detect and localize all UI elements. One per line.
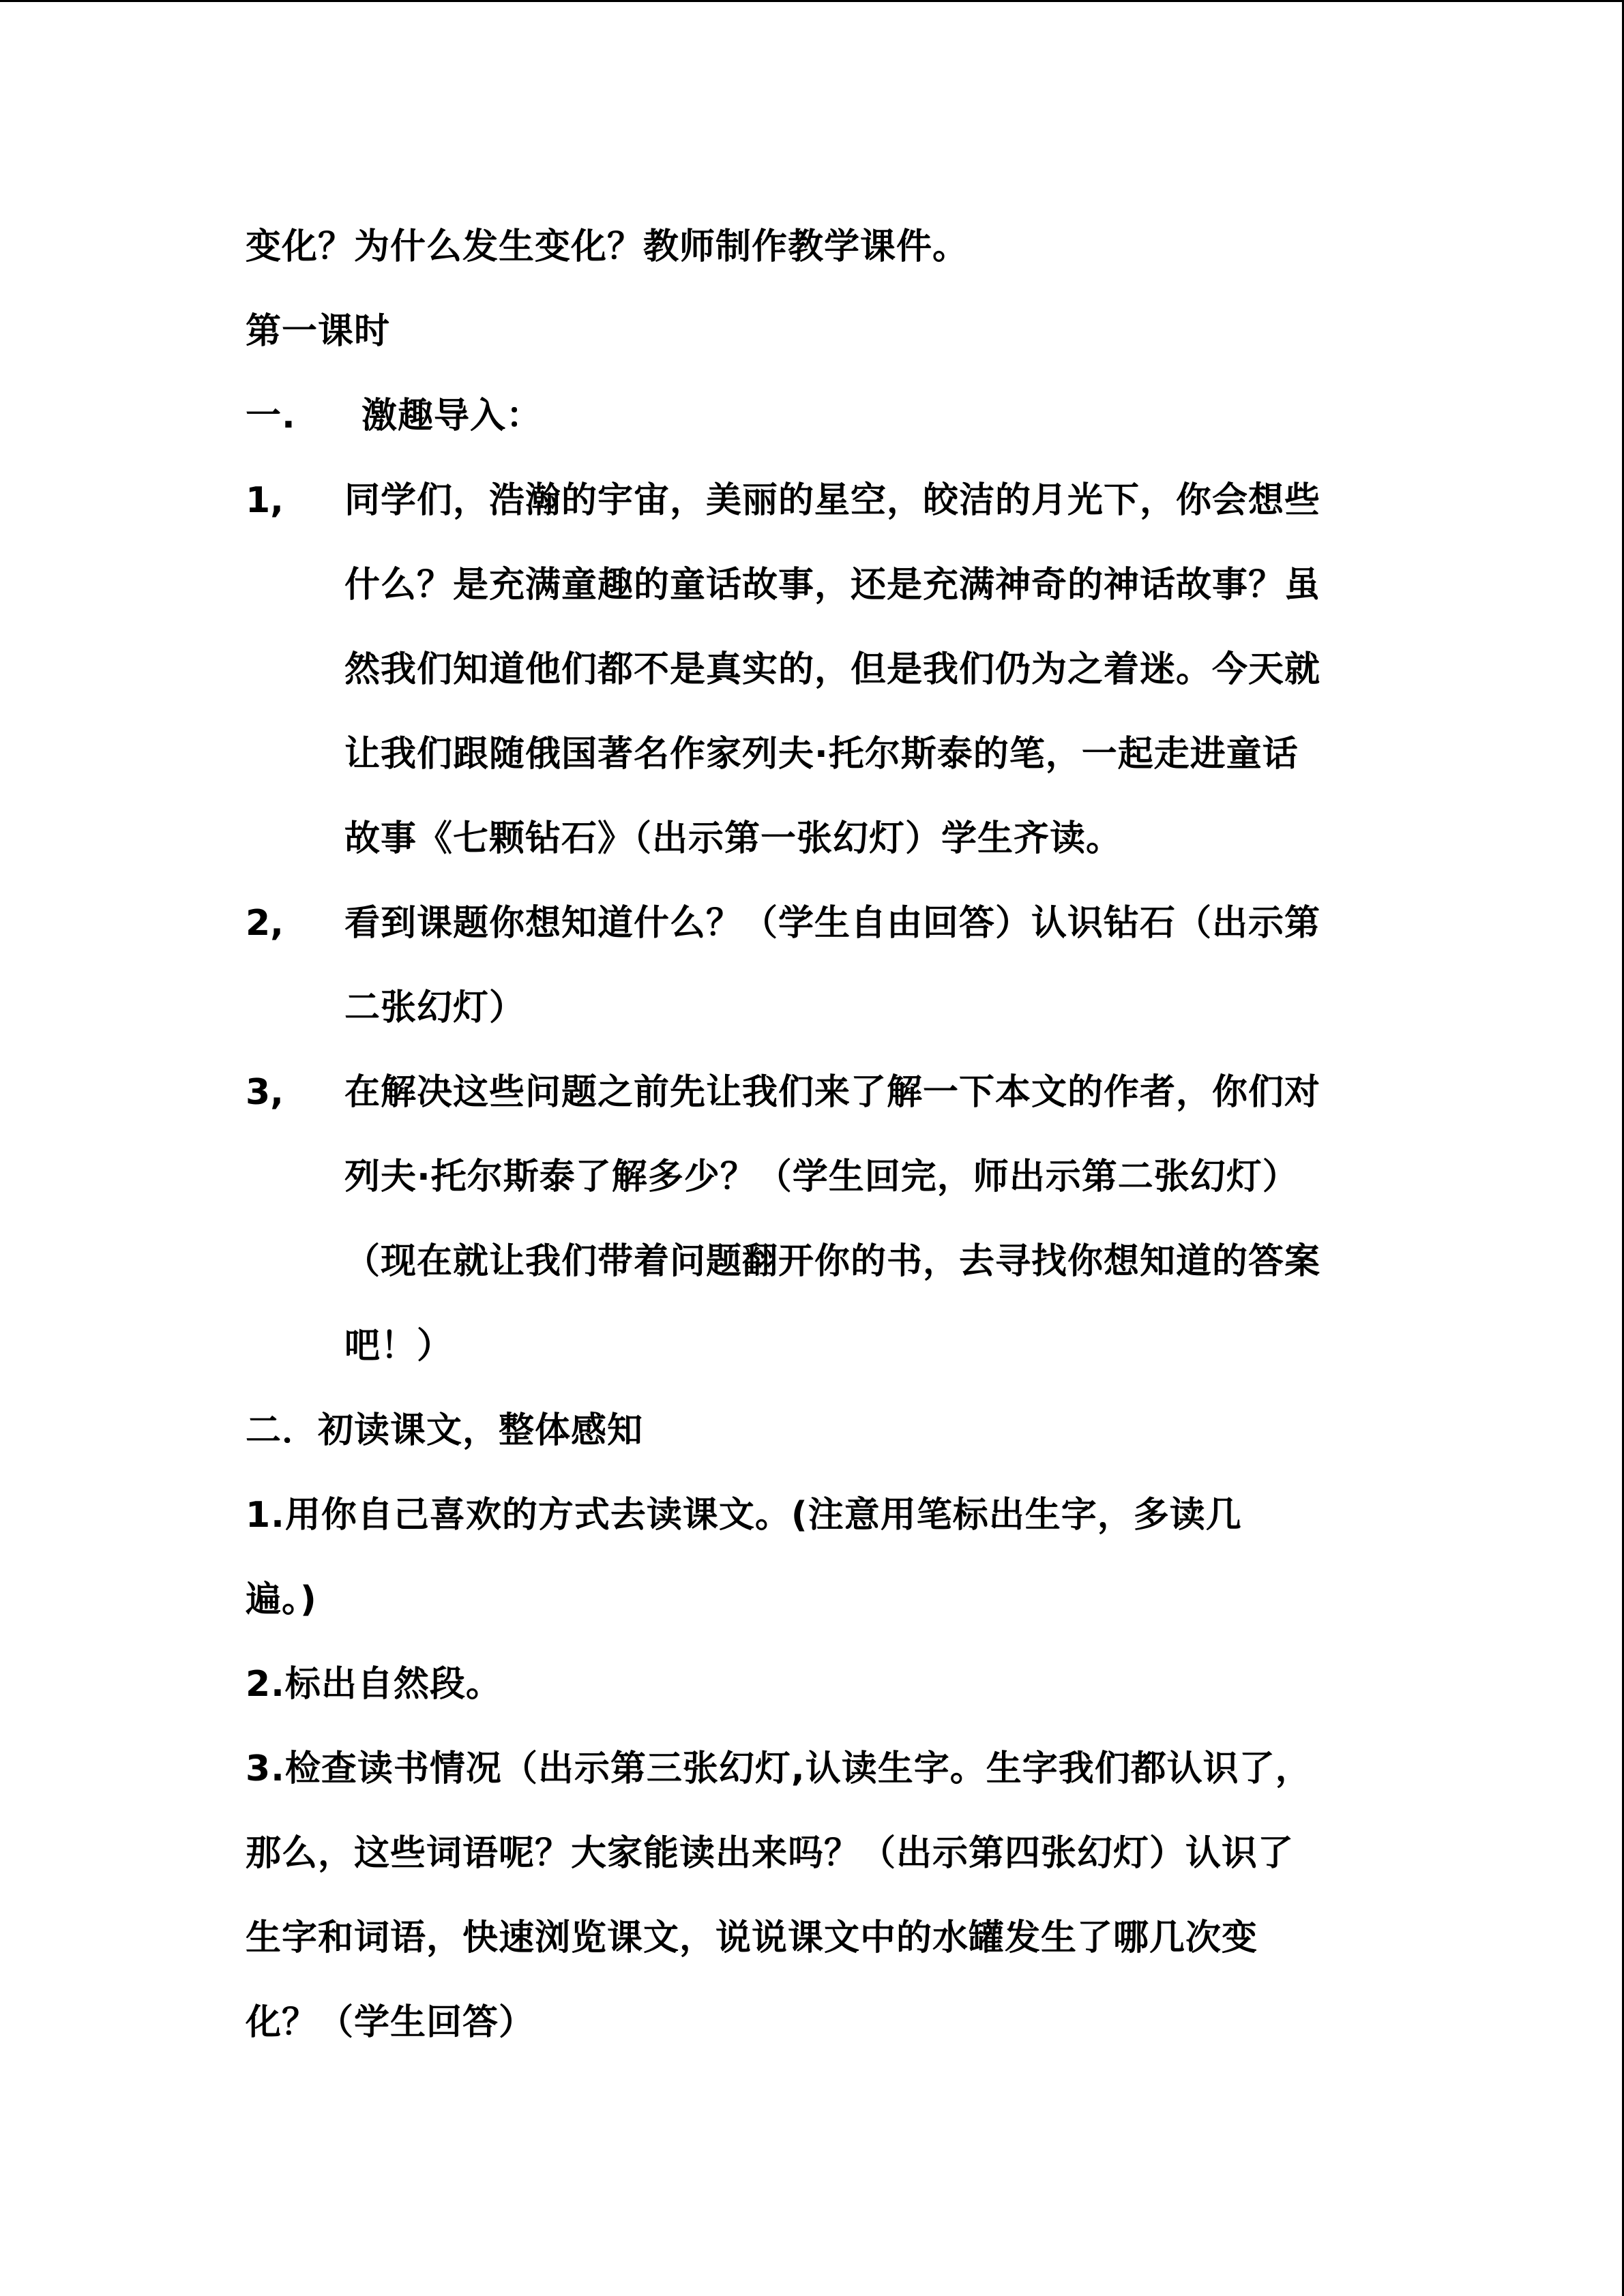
intro-line: 变化？为什么发生变化？教师制作教学课件。 [246,226,969,267]
list-item-line: 故事《七颗钻石》（出示第一张幻灯）学生齐读。 [344,818,1123,859]
paragraph-line: 2.标出自然段。 [246,1664,502,1705]
document-page [246,205,1391,2065]
paragraph-line: 1.用你自己喜欢的方式去读课文。(注意用笔标出生字，多读几 [246,1495,1242,1536]
list-item-2 [246,881,1391,1050]
section-1-heading [246,374,1391,458]
list-item-line: 吧！） [344,1326,454,1367]
list-item-line: 然我们知道他们都不是真实的，但是我们仍为之着迷。今天就 [344,649,1321,690]
list-item-3 [246,1050,1391,1388]
lesson-title: 第一课时 [246,311,391,352]
list-item-line: 在解决这些问题之前先让我们来了解一下本文的作者，你们对 [344,1072,1321,1113]
paragraph-line: 遍。) [246,1579,317,1620]
top-border-line [0,0,1624,2]
list-item-1 [246,458,1391,881]
paragraph-line: 生字和词语，快速浏览课文，说说课文中的水罐发生了哪几次变 [246,1918,1258,1958]
section-1-mark: 一. [246,396,296,436]
list-item-line: （现在就让我们带着问题翻开你的书，去寻找你想知道的答案 [344,1241,1321,1282]
list-item-line: 列夫·托尔斯泰了解多少？（学生回完，师出示第二张幻灯） [344,1157,1299,1197]
list-item-body [344,881,1320,1050]
list-item-number: 1, [246,480,284,521]
list-item-line: 看到课题你想知道什么？（学生自由回答）认识钻石（出示第 [344,903,1321,944]
paragraph-line: 化？（学生回答） [246,2002,535,2043]
section-1-title: 激趣导入： [361,396,543,436]
list-item-line: 同学们，浩瀚的宇宙，美丽的星空，皎洁的月光下，你会想些 [344,480,1321,521]
list-item-body [344,458,1320,881]
list-item-number: 3, [246,1072,284,1113]
paragraph-line: 那么，这些词语呢？大家能读出来吗？（出示第四张幻灯）认识了 [246,1833,1295,1874]
section-2-heading: 二．初读课文，整体感知 [246,1410,644,1451]
list-item-line: 二张幻灯） [344,987,526,1028]
list-item-body [344,1050,1320,1388]
paragraph-line: 3.检查读书情况（出示第三张幻灯,认读生字。生字我们都认识了， [246,1748,1312,1789]
list-item-number: 2, [246,903,284,944]
list-item-line: 让我们跟随俄国著名作家列夫·托尔斯泰的笔，一起走进童话 [344,734,1299,775]
list-item-line: 什么？是充满童趣的童话故事，还是充满神奇的神话故事？虽 [344,565,1321,606]
